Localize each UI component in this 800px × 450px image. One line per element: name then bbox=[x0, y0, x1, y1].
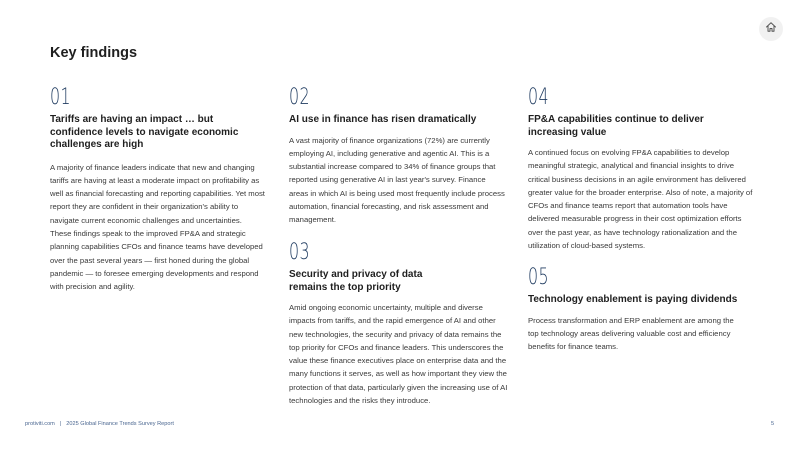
finding-heading: Security and privacy of data remains the top priority bbox=[289, 269, 423, 293]
finding-01 bbox=[50, 86, 265, 293]
finding-number: 04 bbox=[528, 85, 549, 110]
page-title: Key findings bbox=[50, 45, 138, 61]
finding-number: 02 bbox=[289, 85, 310, 110]
finding-heading: FP&A capabilities continue to deliver increasing value bbox=[528, 114, 704, 138]
home-icon bbox=[765, 20, 777, 38]
finding-02 bbox=[289, 86, 505, 227]
finding-body: A continued focus on evolving FP&A capabilities to develop meaningful strategic, analytical and financial insights to drive critical business decisions in an agile environment has delivered greater value for the broader enterprise. Also of note, a majority of CFOs and finance teams report that automation tools have delivered measurable progress in their cost optimization efforts over the past year, as have technology rationalization and the utilization of cloud-based systems. bbox=[528, 148, 753, 251]
finding-number: 01 bbox=[50, 85, 71, 110]
finding-heading: Technology enablement is paying dividends bbox=[528, 294, 738, 305]
finding-04 bbox=[528, 86, 754, 252]
finding-heading: AI use in finance has risen dramatically bbox=[289, 114, 477, 125]
finding-heading: Tariffs are having an impact … but confidence levels to navigate economic challenges are high bbox=[50, 114, 239, 150]
footer bbox=[25, 421, 174, 427]
footer-site-link[interactable]: protiviti.com bbox=[25, 421, 55, 427]
finding-number: 03 bbox=[289, 240, 310, 265]
footer-separator: | bbox=[59, 421, 62, 427]
home-button[interactable] bbox=[759, 17, 783, 41]
finding-05 bbox=[528, 266, 738, 353]
finding-body: Amid ongoing economic uncertainty, multiple and diverse impacts from tariffs, and the rapid emergence of AI and other new technologies, the security and privacy of data remains the top priority for CFOs and finance leaders. This underscores the value these finance executives place on enterprise data and the many functions it serves, as well as how important they view the protection of that data, particularly given the increasing use of AI technologies and the risks they introduce. bbox=[289, 303, 508, 406]
page-number: 5 bbox=[771, 421, 775, 427]
footer-report-title: 2025 Global Finance Trends Survey Report bbox=[66, 421, 174, 427]
finding-body: A vast majority of finance organizations (72%) are currently employing AI, including generative and agentic AI. This is a substantial increase compared to 34% of finance groups that reported using generative AI in last year's survey. Finance areas in which AI is being used most frequently include process automation, financial forecasting, and risk assessment and management. bbox=[289, 135, 505, 225]
finding-number: 05 bbox=[528, 265, 549, 290]
finding-body: A majority of finance leaders indicate that new and changing tariffs are having at least a moderate impact on profitability as well as financial forecasting and reporting capabilities. Yet most report they are confident in their organization's ability to navigate current economic challenges and uncertainties. These findings speak to the improved FP&A and strategic planning capabilities CFOs and finance teams have developed over the past several years — first honed during the global pandemic — to foresee emerging developments and respond with precision and agility. bbox=[50, 162, 265, 292]
finding-03 bbox=[289, 241, 511, 407]
finding-body: Process transformation and ERP enablement are among the top technology areas delivering valuable cost and efficiency benefits for finance teams. bbox=[528, 315, 734, 352]
